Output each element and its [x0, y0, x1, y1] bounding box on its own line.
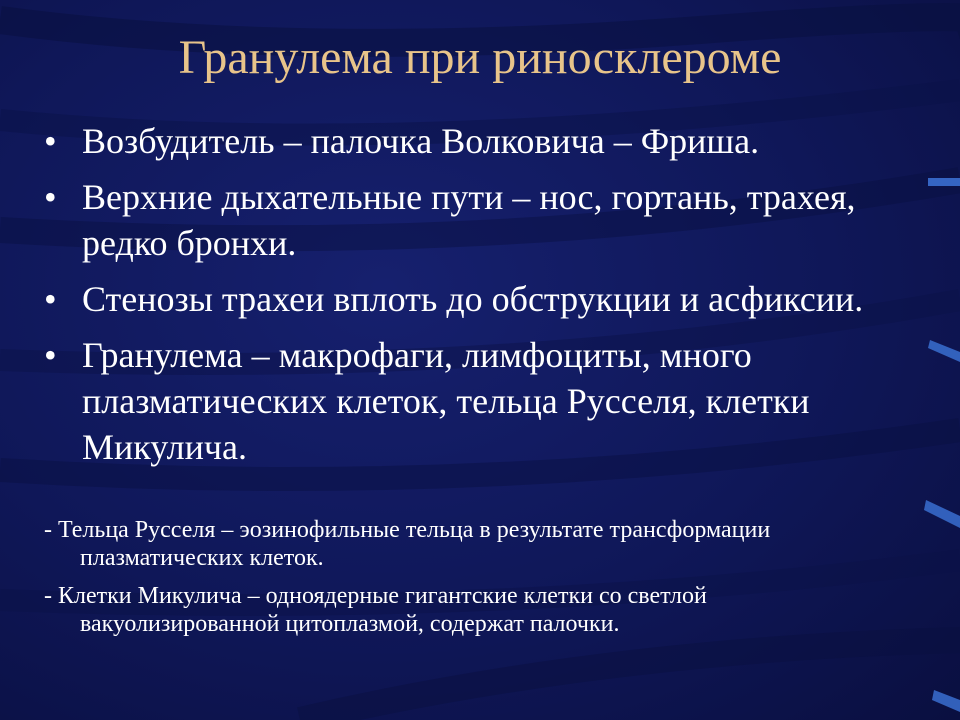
- bullet-item: [44, 332, 924, 470]
- bullet-marker: •: [44, 335, 57, 375]
- notes-block: [44, 516, 844, 648]
- bullet-text: Стенозы трахеи вплоть до обструкции и асфиксии.: [82, 279, 864, 319]
- bullet-list: [44, 118, 924, 480]
- bullet-item: [44, 276, 924, 322]
- bullet-marker: •: [44, 279, 57, 319]
- bullet-marker: •: [44, 177, 57, 217]
- bullet-text: Возбудитель – палочка Волковича – Фриша.: [82, 121, 760, 161]
- bullet-item: [44, 174, 924, 266]
- bullet-marker: •: [44, 121, 57, 161]
- bullet-text: Верхние дыхательные пути – нос, гортань, трахея, редко бронхи.: [82, 177, 856, 263]
- bullet-text: Гранулема – макрофаги, лимфоциты, много плазматических клеток, тельца Русселя, клетки Микулича.: [82, 335, 810, 467]
- note-mikulicz-cells: - Клетки Микулича – одноядерные гигантские клетки со светлой вакуолизированной цитоплазмой, содержат палочки.: [44, 583, 707, 637]
- bullet-item: [44, 118, 924, 164]
- slide-title: Гранулема при риносклероме: [178, 31, 782, 84]
- note-russell-bodies: - Тельца Русселя – эозинофильные тельца в результате трансформации плазматических клеток.: [44, 517, 771, 571]
